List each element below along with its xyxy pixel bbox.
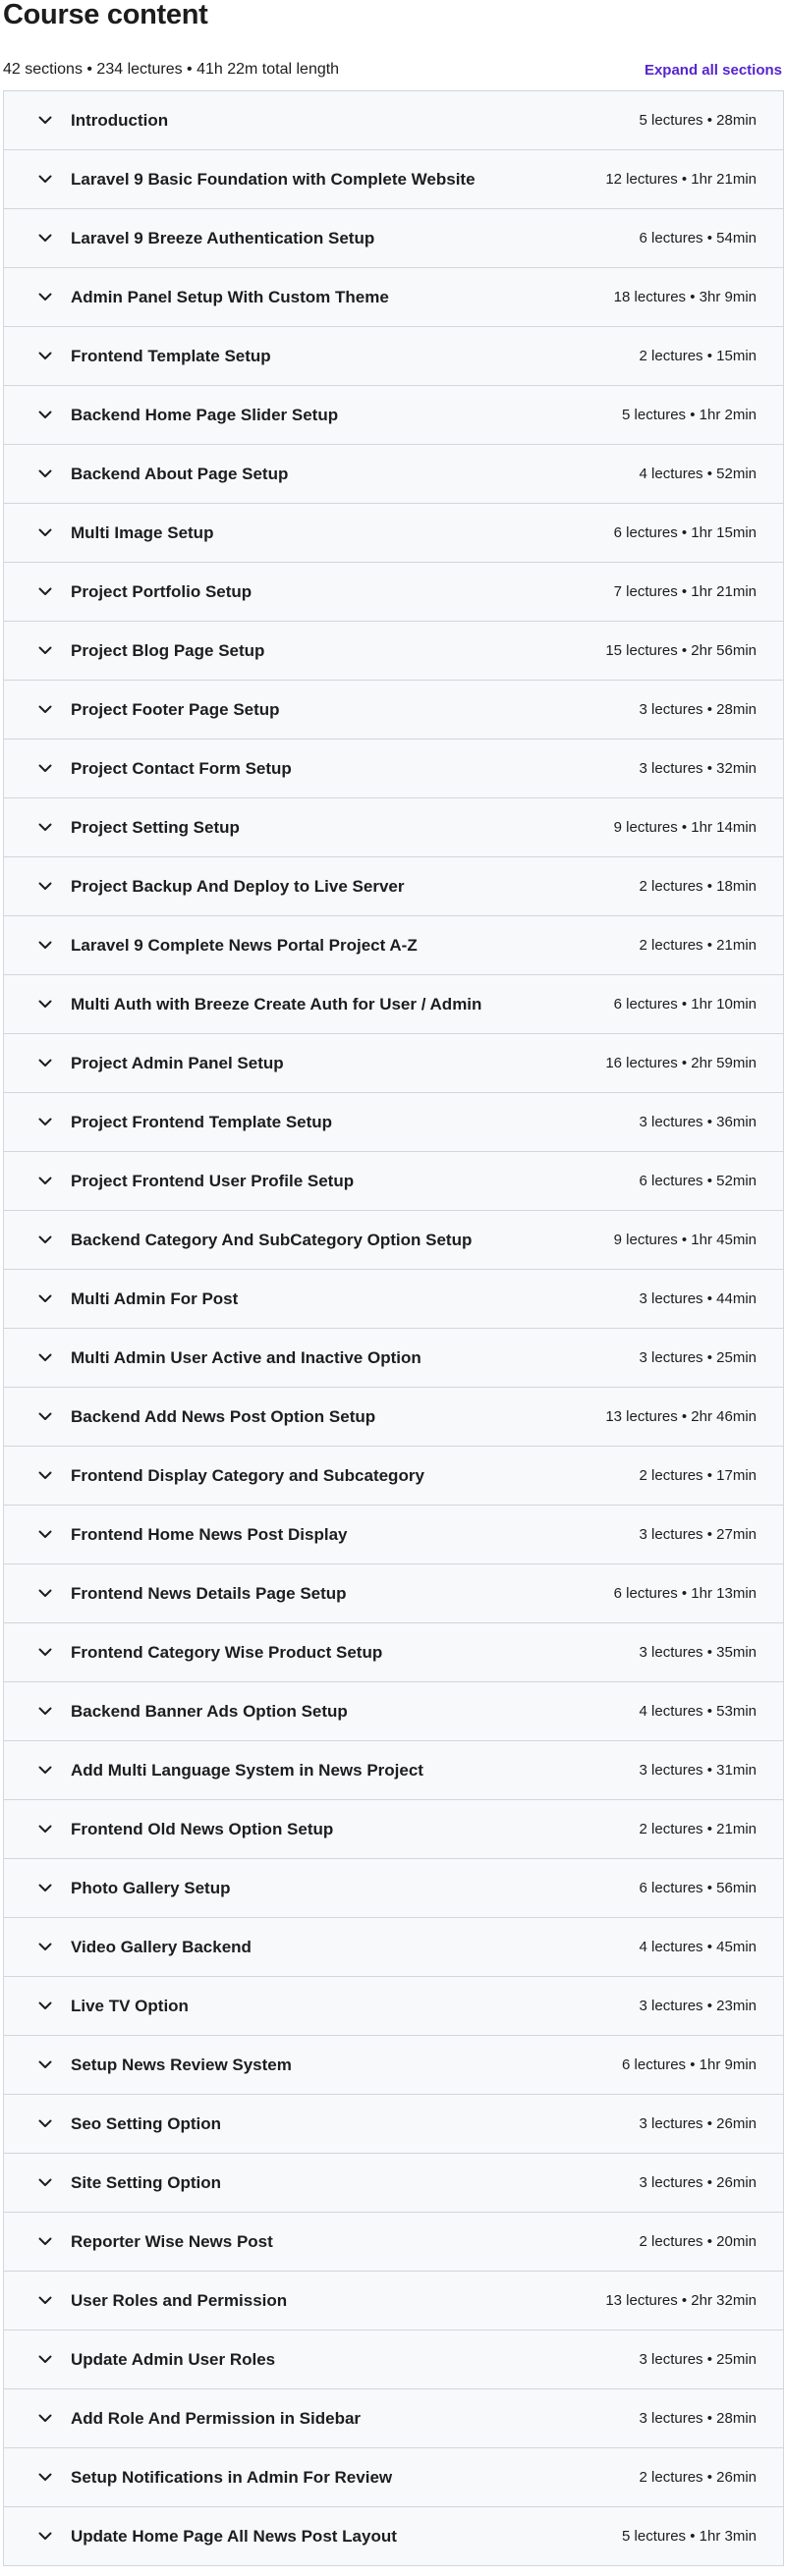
section-header[interactable] <box>4 2389 783 2448</box>
section-title: Project Blog Page Setup <box>71 640 265 660</box>
section-lecture-count: 6 lectures • 1hr 10min <box>613 996 757 1013</box>
section-lecture-count: 4 lectures • 52min <box>639 466 757 482</box>
chevron-down-icon[interactable] <box>37 820 53 836</box>
section-header[interactable] <box>4 1564 783 1623</box>
chevron-down-icon[interactable] <box>37 584 53 600</box>
section-lecture-count: 13 lectures • 2hr 32min <box>605 2292 757 2309</box>
section-header[interactable] <box>4 386 783 445</box>
section-lecture-count: 5 lectures • 1hr 2min <box>622 407 757 423</box>
chevron-down-icon[interactable] <box>37 231 53 247</box>
chevron-down-icon[interactable] <box>37 525 53 541</box>
chevron-down-icon[interactable] <box>37 2529 53 2545</box>
section-lecture-count: 15 lectures • 2hr 56min <box>605 642 757 659</box>
chevron-down-icon[interactable] <box>37 2352 53 2368</box>
section-header[interactable] <box>4 2095 783 2154</box>
section-header[interactable] <box>4 1034 783 1093</box>
chevron-down-icon[interactable] <box>37 2057 53 2073</box>
chevron-down-icon[interactable] <box>37 938 53 954</box>
section-title: Video Gallery Backend <box>71 1937 252 1956</box>
section-lecture-count: 3 lectures • 27min <box>639 1526 757 1543</box>
section-header[interactable] <box>4 2330 783 2389</box>
section-title: Project Portfolio Setup <box>71 581 253 601</box>
section-lecture-count: 3 lectures • 35min <box>639 1644 757 1661</box>
section-title: Introduction <box>71 110 169 130</box>
chevron-down-icon[interactable] <box>37 1468 53 1484</box>
chevron-down-icon[interactable] <box>37 2116 53 2132</box>
section-title: Photo Gallery Setup <box>71 1878 231 1897</box>
section-title: Add Multi Language System in News Project <box>71 1760 423 1780</box>
section-lecture-count: 3 lectures • 32min <box>639 760 757 777</box>
section-title: Reporter Wise News Post <box>71 2231 273 2251</box>
section-lecture-count: 13 lectures • 2hr 46min <box>605 1408 757 1425</box>
section-title: User Roles and Permission <box>71 2290 288 2310</box>
section-lecture-count: 3 lectures • 36min <box>639 1114 757 1130</box>
section-title: Project Backup And Deploy to Live Server <box>71 876 405 896</box>
chevron-down-icon[interactable] <box>37 1409 53 1425</box>
section-header[interactable] <box>4 445 783 504</box>
chevron-down-icon[interactable] <box>37 408 53 423</box>
section-header[interactable] <box>4 1918 783 1977</box>
section-header[interactable] <box>4 563 783 622</box>
chevron-down-icon[interactable] <box>37 2470 53 2486</box>
chevron-down-icon[interactable] <box>37 643 53 659</box>
section-title: Backend Add News Post Option Setup <box>71 1406 376 1426</box>
section-title: Admin Panel Setup With Custom Theme <box>71 287 389 306</box>
chevron-down-icon[interactable] <box>37 1115 53 1130</box>
section-title: Project Frontend Template Setup <box>71 1112 333 1131</box>
section-header[interactable] <box>4 916 783 975</box>
section-header[interactable] <box>4 209 783 268</box>
chevron-down-icon[interactable] <box>37 1940 53 1955</box>
section-title: Backend Category And SubCategory Option Setup <box>71 1230 473 1249</box>
section-header[interactable] <box>4 740 783 798</box>
section-header[interactable] <box>4 857 783 916</box>
section-title: Multi Admin User Active and Inactive Option <box>71 1347 421 1367</box>
section-lecture-count: 2 lectures • 21min <box>639 1821 757 1837</box>
section-header[interactable] <box>4 798 783 857</box>
chevron-down-icon[interactable] <box>37 1527 53 1543</box>
section-title: Setup News Review System <box>71 2055 292 2074</box>
section-title: Project Frontend User Profile Setup <box>71 1171 355 1190</box>
section-title: Frontend Home News Post Display <box>71 1524 348 1544</box>
chevron-down-icon[interactable] <box>37 1881 53 1896</box>
section-header[interactable] <box>4 975 783 1034</box>
section-title: Laravel 9 Breeze Authentication Setup <box>71 228 375 247</box>
chevron-down-icon[interactable] <box>37 1350 53 1366</box>
section-header[interactable] <box>4 622 783 681</box>
section-title: Update Home Page All News Post Layout <box>71 2526 397 2546</box>
section-title: Frontend Old News Option Setup <box>71 1819 334 1838</box>
chevron-down-icon[interactable] <box>37 1233 53 1248</box>
section-list <box>3 90 784 2566</box>
course-summary: 42 sections • 234 lectures • 41h 22m total length <box>3 61 340 78</box>
expand-all-sections-button[interactable]: Expand all sections <box>644 61 782 79</box>
section-title: Frontend News Details Page Setup <box>71 1583 347 1603</box>
section-lecture-count: 7 lectures • 1hr 21min <box>613 583 757 600</box>
section-title: Laravel 9 Basic Foundation with Complete Website <box>71 169 476 189</box>
section-lecture-count: 6 lectures • 1hr 15min <box>613 524 757 541</box>
chevron-down-icon[interactable] <box>37 1291 53 1307</box>
section-title: Live TV Option <box>71 1996 189 2015</box>
course-summary-bar <box>0 49 786 90</box>
chevron-down-icon[interactable] <box>37 1586 53 1602</box>
section-lecture-count: 2 lectures • 21min <box>639 937 757 954</box>
section-header[interactable] <box>4 2154 783 2213</box>
section-lecture-count: 3 lectures • 23min <box>639 1998 757 2014</box>
section-header[interactable] <box>4 1682 783 1741</box>
section-title: Add Role And Permission in Sidebar <box>71 2408 362 2428</box>
chevron-down-icon[interactable] <box>37 761 53 777</box>
section-lecture-count: 6 lectures • 52min <box>639 1173 757 1189</box>
chevron-down-icon[interactable] <box>37 1056 53 1071</box>
section-header[interactable] <box>4 1800 783 1859</box>
section-title: Laravel 9 Complete News Portal Project A-Z <box>71 935 418 955</box>
section-header[interactable] <box>4 2507 783 2566</box>
section-lecture-count: 5 lectures • 1hr 3min <box>622 2528 757 2545</box>
section-header[interactable] <box>4 327 783 386</box>
section-lecture-count: 2 lectures • 17min <box>639 1467 757 1484</box>
section-lecture-count: 3 lectures • 31min <box>639 1762 757 1779</box>
section-lecture-count: 3 lectures • 44min <box>639 1290 757 1307</box>
section-title: Setup Notifications in Admin For Review <box>71 2467 393 2487</box>
section-title: Frontend Template Setup <box>71 346 271 365</box>
section-lecture-count: 4 lectures • 53min <box>639 1703 757 1720</box>
section-header[interactable] <box>4 1270 783 1329</box>
section-title: Site Setting Option <box>71 2172 221 2192</box>
section-title: Project Admin Panel Setup <box>71 1053 284 1072</box>
page-title: Course content <box>3 0 208 30</box>
section-lecture-count: 3 lectures • 25min <box>639 1349 757 1366</box>
section-header[interactable] <box>4 1093 783 1152</box>
chevron-down-icon[interactable] <box>37 349 53 364</box>
section-title: Backend Banner Ads Option Setup <box>71 1701 348 1721</box>
section-header[interactable] <box>4 1977 783 2036</box>
section-lecture-count: 18 lectures • 3hr 9min <box>613 289 757 305</box>
section-header[interactable] <box>4 681 783 740</box>
section-title: Seo Setting Option <box>71 2113 221 2133</box>
section-lecture-count: 9 lectures • 1hr 45min <box>613 1232 757 1248</box>
section-lecture-count: 3 lectures • 25min <box>639 2351 757 2368</box>
section-title: Backend Home Page Slider Setup <box>71 405 339 424</box>
section-lecture-count: 2 lectures • 20min <box>639 2233 757 2250</box>
section-title: Backend About Page Setup <box>71 464 289 483</box>
chevron-down-icon[interactable] <box>37 702 53 718</box>
section-lecture-count: 2 lectures • 15min <box>639 348 757 364</box>
section-lecture-count: 3 lectures • 26min <box>639 2115 757 2132</box>
section-header[interactable] <box>4 1741 783 1800</box>
chevron-down-icon[interactable] <box>37 2175 53 2191</box>
section-header[interactable] <box>4 1623 783 1682</box>
section-lecture-count: 2 lectures • 26min <box>639 2469 757 2486</box>
section-header[interactable] <box>4 91 783 150</box>
chevron-down-icon[interactable] <box>37 290 53 305</box>
chevron-down-icon[interactable] <box>37 1704 53 1720</box>
section-title: Multi Image Setup <box>71 522 214 542</box>
section-title: Project Setting Setup <box>71 817 240 837</box>
section-lecture-count: 16 lectures • 2hr 59min <box>605 1055 757 1071</box>
section-title: Multi Admin For Post <box>71 1288 239 1308</box>
section-lecture-count: 3 lectures • 28min <box>639 2410 757 2427</box>
section-lecture-count: 9 lectures • 1hr 14min <box>613 819 757 836</box>
section-title: Project Footer Page Setup <box>71 699 280 719</box>
chevron-down-icon[interactable] <box>37 2293 53 2309</box>
section-header[interactable] <box>4 1388 783 1447</box>
section-title: Frontend Category Wise Product Setup <box>71 1642 383 1662</box>
chevron-down-icon[interactable] <box>37 466 53 482</box>
section-header[interactable] <box>4 504 783 563</box>
section-lecture-count: 6 lectures • 54min <box>639 230 757 247</box>
section-title: Multi Auth with Breeze Create Auth for User / Admin <box>71 994 482 1014</box>
section-title: Update Admin User Roles <box>71 2349 276 2369</box>
chevron-down-icon[interactable] <box>37 2234 53 2250</box>
section-lecture-count: 5 lectures • 28min <box>639 112 757 129</box>
section-header[interactable] <box>4 1152 783 1211</box>
section-title: Project Contact Form Setup <box>71 758 292 778</box>
section-lecture-count: 3 lectures • 28min <box>639 701 757 718</box>
section-title: Frontend Display Category and Subcategory <box>71 1465 424 1485</box>
section-header[interactable] <box>4 150 783 209</box>
chevron-down-icon[interactable] <box>37 172 53 188</box>
chevron-down-icon[interactable] <box>37 1999 53 2014</box>
section-header[interactable] <box>4 1447 783 1506</box>
chevron-down-icon[interactable] <box>37 997 53 1013</box>
section-header[interactable] <box>4 1859 783 1918</box>
section-lecture-count: 12 lectures • 1hr 21min <box>605 171 757 188</box>
section-header[interactable] <box>4 1506 783 1564</box>
section-header[interactable] <box>4 2272 783 2330</box>
section-header[interactable] <box>4 1211 783 1270</box>
chevron-down-icon[interactable] <box>37 1174 53 1189</box>
chevron-down-icon[interactable] <box>37 1822 53 1837</box>
section-lecture-count: 4 lectures • 45min <box>639 1939 757 1955</box>
chevron-down-icon[interactable] <box>37 2411 53 2427</box>
chevron-down-icon[interactable] <box>37 113 53 129</box>
section-header[interactable] <box>4 1329 783 1388</box>
section-header[interactable] <box>4 268 783 327</box>
chevron-down-icon[interactable] <box>37 1763 53 1779</box>
section-header[interactable] <box>4 2036 783 2095</box>
chevron-down-icon[interactable] <box>37 879 53 895</box>
section-lecture-count: 6 lectures • 1hr 9min <box>622 2056 757 2073</box>
section-header[interactable] <box>4 2448 783 2507</box>
section-lecture-count: 2 lectures • 18min <box>639 878 757 895</box>
section-lecture-count: 6 lectures • 56min <box>639 1880 757 1896</box>
section-lecture-count: 6 lectures • 1hr 13min <box>613 1585 757 1602</box>
section-header[interactable] <box>4 2213 783 2272</box>
section-lecture-count: 3 lectures • 26min <box>639 2174 757 2191</box>
chevron-down-icon[interactable] <box>37 1645 53 1661</box>
